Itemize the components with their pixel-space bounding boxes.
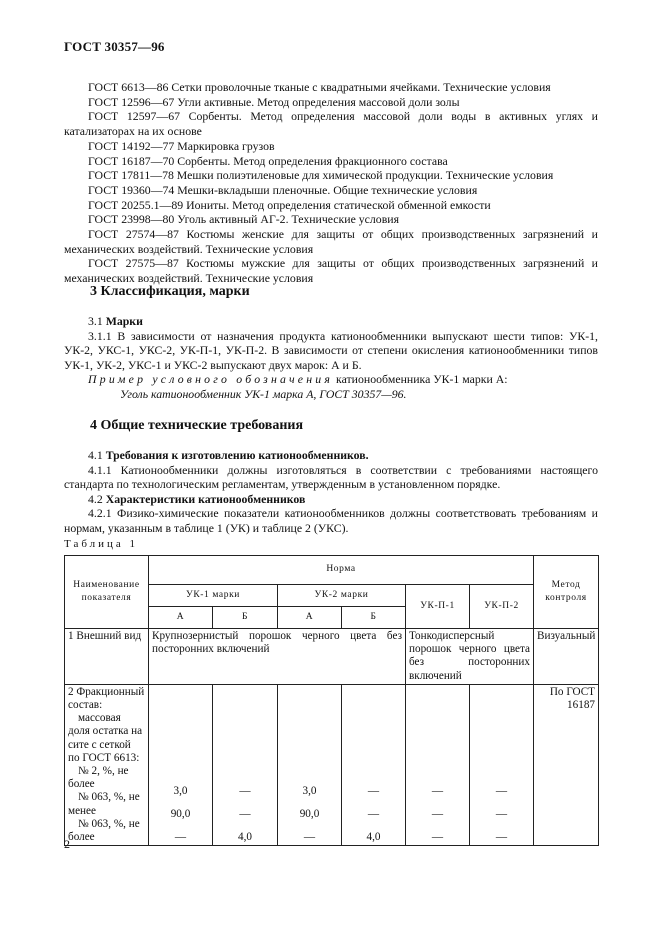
clause-3-1-1: 3.1.1 В зависимости от назначения продукта катионообменники выпускают шести типов: УК-1, УК-2, УКС-1, УКС-2, УК-П-1, УК-П-2. В зависимости от степени окисления катионообменники типов УК-1, УК-2, УКС-1 и УКС-2 выпускают двух марок: А и Б.: [64, 328, 598, 372]
value-cell: —: [431, 807, 444, 820]
value-cell: —: [495, 831, 508, 844]
reference-item: ГОСТ 27574—87 Костюмы женские для защиты от общих производственных загрязнений и механических воздействий. Технические условия: [64, 227, 598, 256]
clause-4-2-title: Характеристики катионообменников: [105, 491, 306, 506]
value-cell: —: [303, 831, 316, 844]
example-text: Уголь катионообменник УК-1 марка А, ГОСТ 30357—96.: [120, 386, 407, 401]
value-cell: —: [367, 784, 380, 797]
clause-4-1-title: Требования к изготовлению катионообменников.: [105, 448, 369, 462]
values-uk2-b: [342, 684, 406, 845]
example-rest: катионообменника УК-1 марки А:: [336, 372, 508, 387]
header-indicator-name: Наименование показателя: [65, 556, 149, 629]
reference-item: ГОСТ 20255.1—89 Иониты. Метод определения статической обменной емкости: [88, 197, 491, 212]
value-cell: 4,0: [238, 831, 252, 844]
row-2-line: 2 Фракционный состав:: [68, 685, 145, 712]
reference-item: ГОСТ 16187—70 Сорбенты. Метод определения фракционного состава: [88, 153, 448, 168]
normative-references: [64, 80, 598, 286]
value-cell: —: [431, 784, 444, 797]
values-uk1-b: [213, 684, 278, 845]
value-cell: 90,0: [170, 807, 191, 820]
header-mark-b: Б: [342, 607, 406, 629]
value-cell: —: [367, 807, 380, 820]
clause-4-1-number: 4.1: [88, 448, 103, 462]
example-label: Пример условного обозначения: [88, 372, 334, 387]
values-uk1-a: [149, 684, 213, 845]
reference-item: ГОСТ 27575—87 Костюмы мужские для защиты от общих производственных загрязнений и механических воздействий. Технические условия: [64, 256, 598, 286]
clause-4-2-1: 4.2.1 Физико-химические показатели катионообменников должны соответствовать требованиям и нормам, указанным в таблице 1 (УК) и таблице 2 (УКС).: [64, 506, 598, 535]
clause-4-1-1: 4.1.1 Катионообменники должны изготовляться в соответствии с требованиями настоящего стандарта по технологическим регламентам, утвержденным в установленном порядке.: [64, 462, 598, 492]
section-3-title: 3 Классификация, марки: [90, 284, 250, 299]
clause-3-1-title: Марки: [105, 314, 143, 328]
reference-item: ГОСТ 23998—80 Уголь активный АГ-2. Технические условия: [88, 212, 400, 227]
reference-item: ГОСТ 14192—77 Маркировка грузов: [88, 138, 275, 153]
clause-4-2-number: 4.2: [88, 491, 103, 506]
page-number: 2: [64, 837, 70, 851]
value-cell: 3,0: [302, 784, 317, 797]
values-uk2-a: [278, 684, 342, 845]
reference-item: ГОСТ 19360—74 Мешки-вкладыши пленочные. Общие технические условия: [88, 182, 478, 197]
section-3-body: [64, 314, 598, 402]
value-cell: —: [239, 807, 251, 820]
value-cell: 90,0: [299, 807, 320, 820]
section-4-body: [64, 448, 598, 536]
row-1-ukp-value: Тонкодисперсный порошок черного цвета без посторонних включений: [406, 629, 534, 685]
header-mark-a: А: [278, 607, 342, 629]
row-2-method: По ГОСТ 16187: [534, 684, 599, 845]
row-1-method: Визуальный: [534, 629, 599, 685]
value-cell: —: [174, 831, 187, 844]
table-label: Таблица 1: [64, 538, 139, 550]
row-2-line: № 2, %, не более: [68, 765, 129, 791]
header-uk2-marks: УК-2 марки: [278, 585, 406, 607]
clause-3-1-number: 3.1: [88, 314, 103, 328]
value-cell: 3,0: [173, 784, 188, 797]
row-2-line: № 063, %, не более: [68, 817, 140, 844]
value-cell: —: [495, 807, 508, 820]
values-ukp2: [470, 684, 534, 845]
header-mark-b: Б: [213, 607, 278, 629]
values-ukp1: [406, 684, 470, 845]
row-1-uk-value: Крупнозернистый порошок черного цвета без посторонних включений: [149, 629, 406, 685]
reference-item: ГОСТ 12596—67 Угли активные. Метод определения массовой доли золы: [88, 94, 460, 109]
value-cell: —: [495, 784, 508, 797]
value-cell: —: [239, 784, 251, 797]
value-cell: 4,0: [366, 831, 381, 844]
section-4-title: 4 Общие технические требования: [90, 418, 304, 433]
header-mark-a: А: [149, 607, 213, 629]
table-1: [64, 555, 599, 846]
row-2-name: [65, 684, 149, 845]
reference-item: ГОСТ 17811—78 Мешки полиэтиленовые для химической продукции. Технические условия: [88, 168, 554, 183]
row-2-line: массовая доля остатка на сите с сеткой по ГОСТ 6613:: [68, 712, 143, 764]
reference-item: ГОСТ 12597—67 Сорбенты. Метод определения массовой доли воды в активных углях и катализаторах на их основе: [64, 109, 598, 139]
row-1-name: 1 Внешний вид: [65, 629, 149, 685]
header-ukp2: УК-П-2: [470, 585, 534, 629]
header-uk1-marks: УК-1 марки: [149, 585, 278, 607]
row-2-line: № 063, %, не менее: [68, 791, 140, 817]
header-ukp1: УК-П-1: [406, 585, 470, 629]
value-cell: —: [431, 831, 444, 844]
header-method: Метод контроля: [534, 556, 599, 629]
reference-item: ГОСТ 6613—86 Сетки проволочные тканые с квадратными ячейками. Технические условия: [88, 80, 551, 94]
header-norm: Норма: [149, 556, 534, 585]
document-header: ГОСТ 30357—96: [64, 39, 165, 54]
